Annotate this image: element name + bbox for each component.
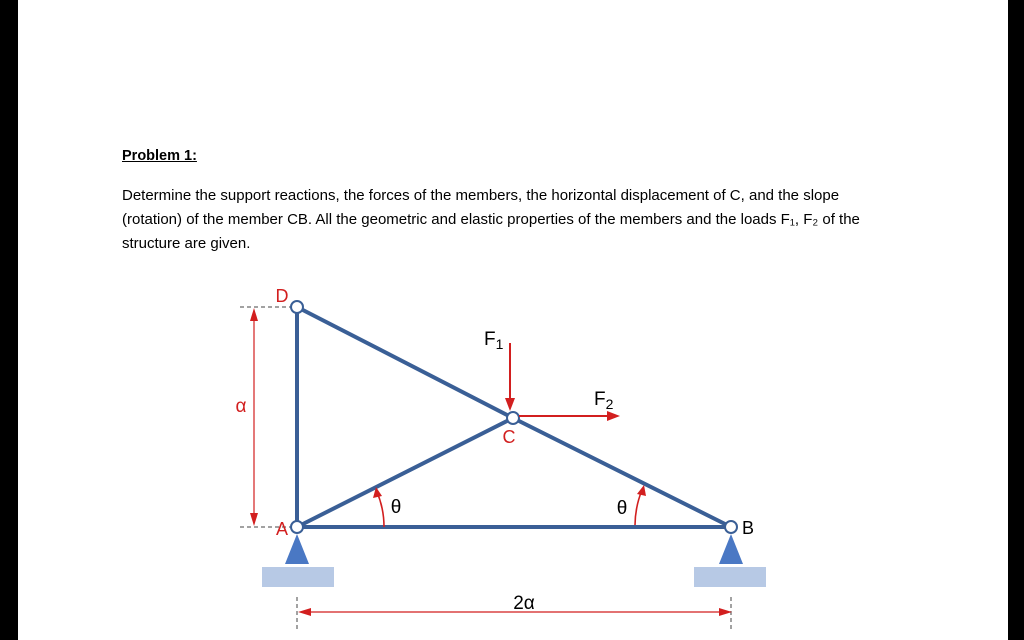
force-f1-label: $F_1$ (484, 329, 504, 352)
node-label-d: D (275, 286, 289, 306)
angle-arc-b (635, 485, 646, 525)
angle-label-b: θ (616, 498, 628, 519)
force-f2-arrow (519, 411, 620, 421)
angle-arc-a (373, 487, 384, 527)
pin-support-a (285, 534, 309, 564)
pin-support-b (719, 534, 743, 564)
member-dc (297, 307, 513, 418)
joint-a (291, 521, 303, 533)
force-f1-arrow (505, 343, 515, 411)
force-f2-label: $F_2$ (594, 389, 614, 412)
node-label-b: B (741, 518, 755, 538)
height-dimension (250, 308, 258, 526)
span-dimension-label: 2α (513, 593, 535, 614)
node-label-c: C (502, 427, 516, 447)
ground-b (694, 567, 766, 587)
height-dimension-label: α (235, 396, 247, 417)
member-ac (297, 418, 513, 527)
problem-statement: Determine the support reactions, the forces of the members, the horizontal displacement of C, and the slope (rotation) of the member CB. All the geometric and elastic properties of the members and the loads F₁, F₂ of the structure are given. (122, 187, 860, 252)
angle-label-a: θ (390, 497, 402, 518)
node-label-a: A (275, 519, 289, 539)
ground-a (262, 567, 334, 587)
joint-c (507, 412, 519, 424)
joint-b (725, 521, 737, 533)
problem-title: Problem 1: (122, 148, 197, 164)
joint-d (291, 301, 303, 313)
